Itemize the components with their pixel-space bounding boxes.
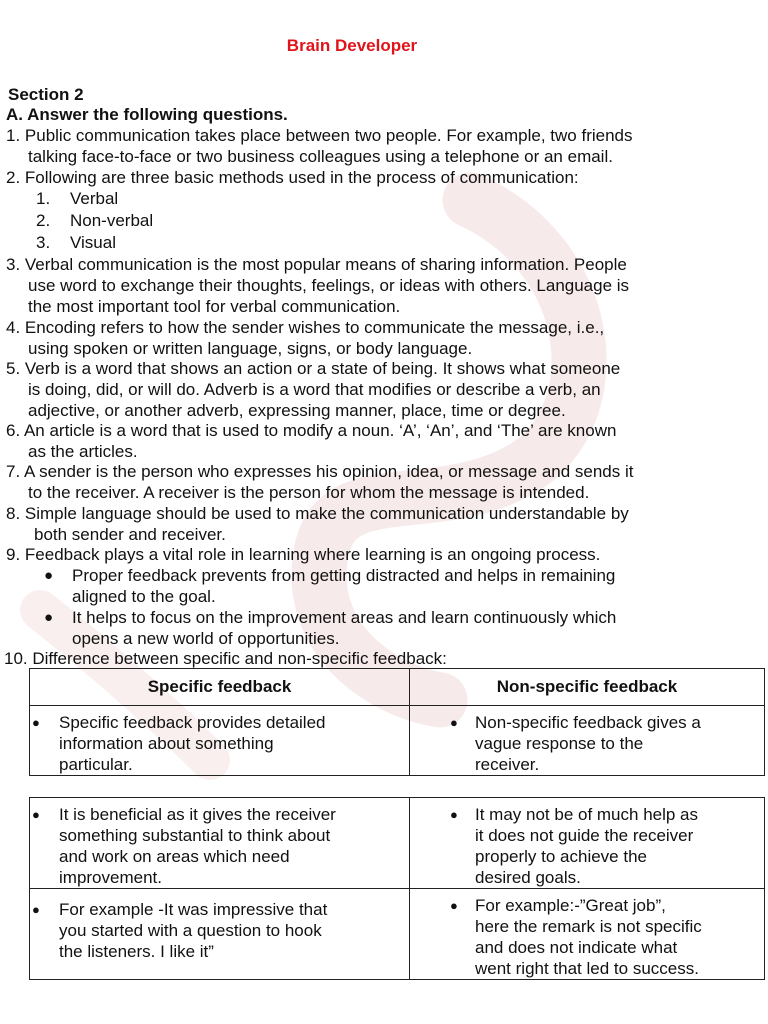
cell-line: receiver.: [475, 755, 540, 774]
question-9: 9. Feedback plays a vital role in learning where learning is an ongoing process.: [6, 545, 601, 564]
question-4-line-2: using spoken or written language, signs, or body language.: [28, 339, 473, 358]
bullet-line: Proper feedback prevents from getting distracted and helps in remaining: [72, 566, 616, 585]
cell-nonspecific: [410, 889, 765, 980]
question-8-line-1: 8. Simple language should be used to make the communication understandable by: [6, 504, 629, 523]
feedback-table-body: [29, 797, 765, 980]
cell-line: For example:-”Great job”,: [475, 896, 666, 915]
cell-nonspecific: [410, 706, 765, 776]
cell-line: It may not be of much help as: [475, 805, 699, 824]
cell-line: it does not guide the receiver: [475, 826, 694, 845]
header-specific: Specific feedback: [30, 669, 410, 706]
method-number: 1.: [36, 189, 51, 208]
question-6-line-1: 6. An article is a word that is used to modify a noun. ‘A’, ‘An’, and ‘The’ are known: [6, 421, 617, 440]
question-5-line-2: is doing, did, or will do. Adverb is a word that modifies or describe a verb, an: [28, 380, 601, 399]
page-title: Brain Developer: [286, 36, 418, 55]
bullet-dot: ●: [450, 807, 458, 822]
question-3-line-3: the most important tool for verbal communication.: [28, 297, 401, 316]
method-label: Visual: [70, 233, 116, 252]
cell-line: improvement.: [59, 868, 162, 887]
cell-line: It is beneficial as it gives the receiver: [59, 805, 336, 824]
cell-line: desired goals.: [475, 868, 581, 887]
cell-line: here the remark is not specific: [475, 917, 702, 936]
question-7-line-2: to the receiver. A receiver is the person for whom the message is intended.: [28, 483, 590, 502]
question-7-line-1: 7. A sender is the person who expresses his opinion, idea, or message and sends it: [6, 462, 634, 481]
cell-line: the listeners. I like it”: [59, 942, 214, 961]
cell-specific: [30, 706, 410, 776]
header-nonspecific: Non-specific feedback: [410, 669, 765, 706]
cell-line: particular.: [59, 755, 133, 774]
bullet-dot: ●: [32, 715, 40, 730]
cell-line: and work on areas which need: [59, 847, 290, 866]
cell-line: you started with a question to hook: [59, 921, 322, 940]
method-label: Verbal: [70, 189, 119, 208]
bullet-dot: ●: [32, 807, 40, 822]
question-2: 2. Following are three basic methods used in the process of communication:: [6, 168, 579, 187]
cell-nonspecific: [410, 798, 765, 889]
question-5-line-1: 5. Verb is a word that shows an action or a state of being. It shows what someone: [6, 359, 621, 378]
method-label: Non-verbal: [70, 211, 154, 230]
cell-specific: [30, 889, 410, 980]
cell-specific: [30, 798, 410, 889]
cell-line: Specific feedback provides detailed: [59, 713, 326, 732]
question-3-line-2: use word to exchange their thoughts, feelings, or ideas with others. Language is: [28, 276, 630, 295]
cell-line: something substantial to think about: [59, 826, 331, 845]
question-3-line-1: 3. Verbal communication is the most popular means of sharing information. People: [6, 255, 627, 274]
instruction-heading: A. Answer the following questions.: [6, 105, 288, 124]
cell-line: and does not indicate what: [475, 938, 678, 957]
feedback-table-header: [29, 668, 765, 776]
method-number: 2.: [36, 211, 51, 230]
section-heading: Section 2: [8, 85, 84, 104]
question-6-line-2: as the articles.: [28, 442, 138, 461]
bullet-line: aligned to the goal.: [72, 587, 216, 606]
question-4-line-1: 4. Encoding refers to how the sender wishes to communicate the message, i.e.,: [6, 318, 605, 337]
bullet-dot: ●: [32, 902, 40, 917]
cell-line: properly to achieve the: [475, 847, 647, 866]
bullet-dot: ●: [44, 567, 54, 584]
question-8-line-2: both sender and receiver.: [34, 525, 226, 544]
question-10: 10. Difference between specific and non-specific feedback:: [4, 649, 447, 668]
cell-line: Non-specific feedback gives a: [475, 713, 701, 732]
bullet-line: opens a new world of opportunities.: [72, 629, 340, 648]
cell-line: For example -It was impressive that: [59, 900, 328, 919]
bullet-line: It helps to focus on the improvement areas and learn continuously which: [72, 608, 617, 627]
question-1-line-2: talking face-to-face or two business colleagues using a telephone or an email.: [28, 147, 613, 166]
question-1-line-1: 1. Public communication takes place between two people. For example, two friends: [6, 126, 633, 145]
cell-line: went right that led to success.: [475, 959, 699, 978]
question-5-line-3: adjective, or another adverb, expressing manner, place, time or degree.: [28, 401, 566, 420]
bullet-dot: ●: [450, 715, 458, 730]
cell-line: information about something: [59, 734, 274, 753]
bullet-dot: ●: [44, 609, 54, 626]
bullet-dot: ●: [450, 898, 458, 913]
method-number: 3.: [36, 233, 51, 252]
cell-line: vague response to the: [475, 734, 644, 753]
